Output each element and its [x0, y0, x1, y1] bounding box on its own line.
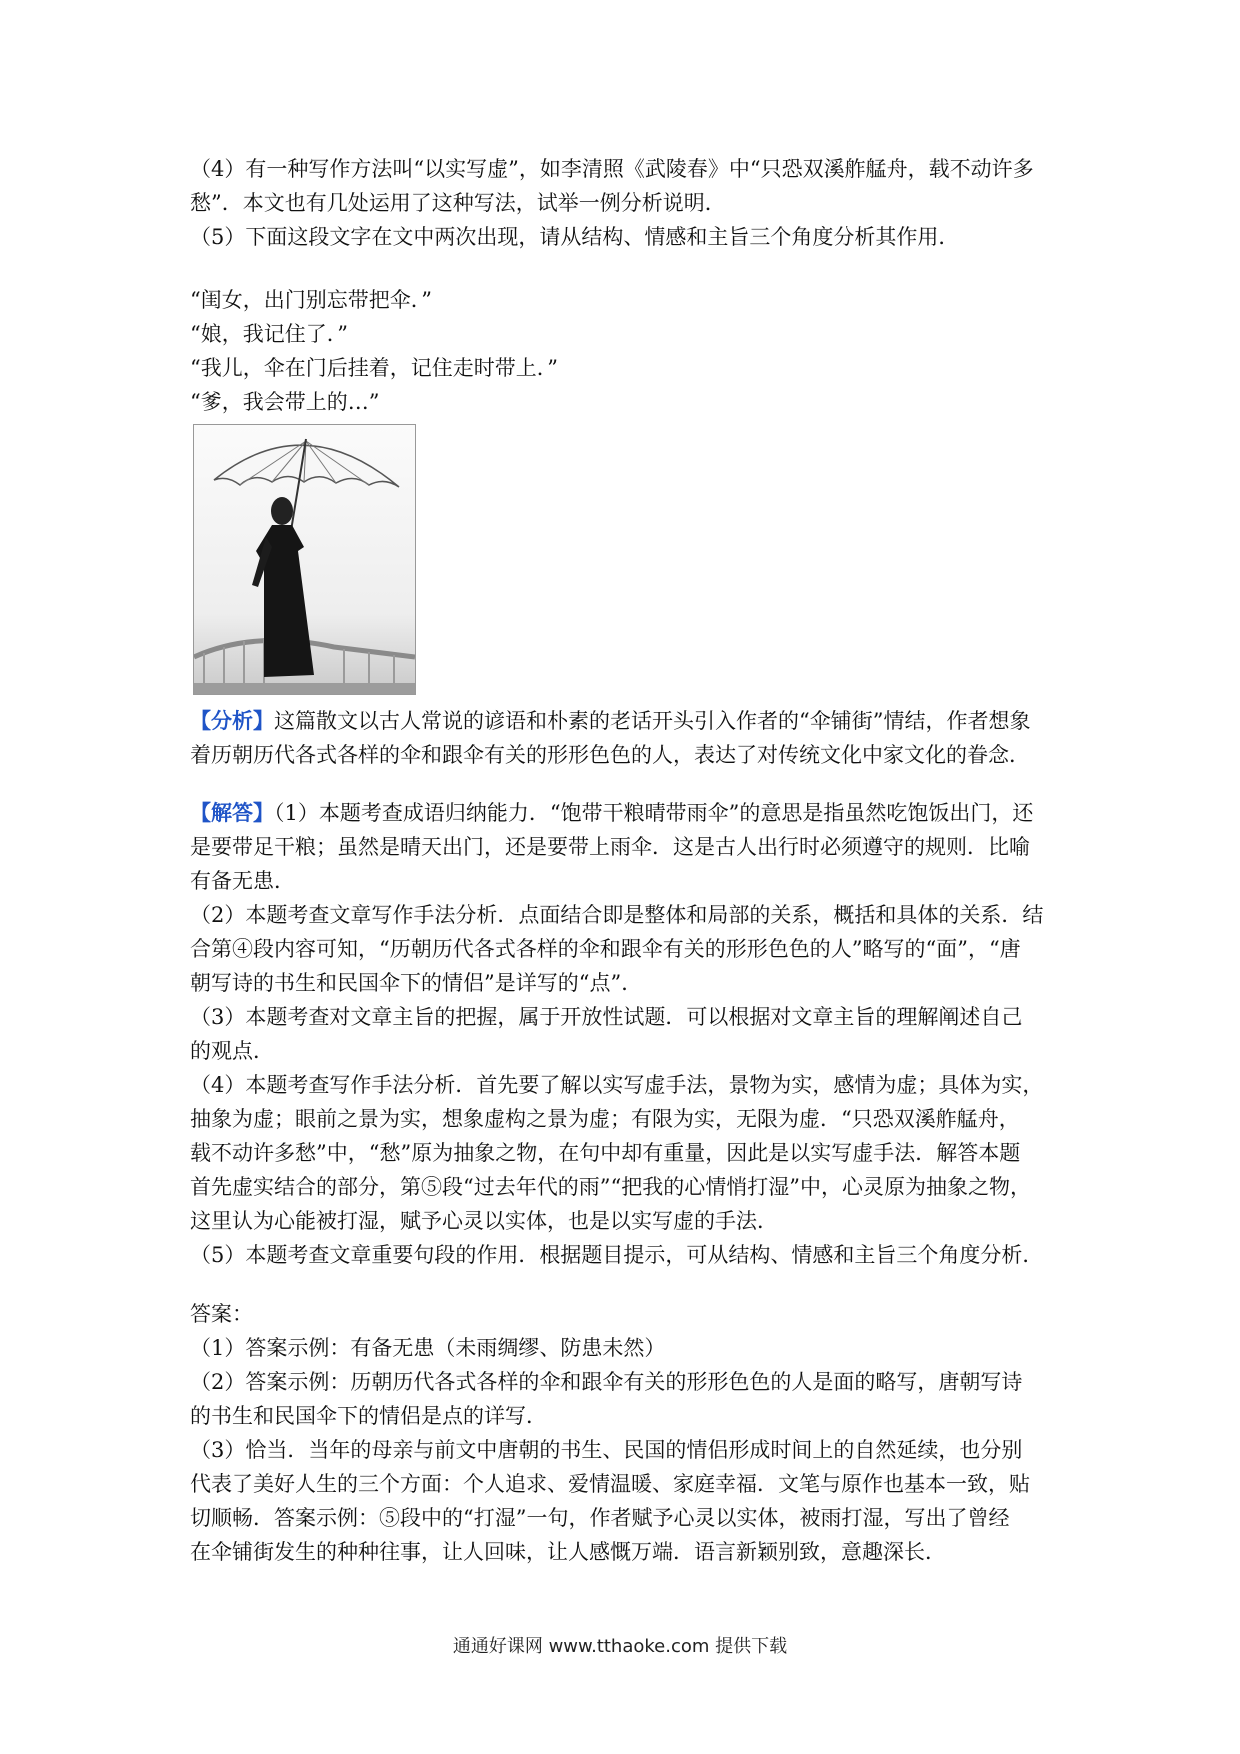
page-footer: 通通好课网 www.tthaoke.com 提供下载: [452, 1636, 788, 1657]
answer-line: 的书生和民国伞下的情侣是点的详写．: [190, 1404, 547, 1428]
question-5: （5）下面这段文字在文中两次出现，请从结构、情感和主旨三个角度分析其作用．: [190, 225, 960, 249]
solution-line: （3）本题考查对文章主旨的把握，属于开放性试题．可以根据对文章主旨的理解阐述自己: [190, 1005, 1023, 1029]
solution-line: 有备无患．: [190, 869, 295, 893]
solution-line: （4）本题考查写作手法分析．首先要了解以实写虚手法，景物为实，感情为虚；具体为实，: [190, 1073, 1044, 1097]
solution-line: 载不动许多愁”中，“愁”原为抽象之物，在句中却有重量，因此是以实写虚手法．解答本题: [190, 1141, 1021, 1165]
answers-heading: 答案：: [190, 1302, 253, 1326]
dialog-line: “闺女，出门别忘带把伞．”: [190, 288, 432, 312]
analysis-section: [190, 704, 1050, 772]
answer-line: （3）恰当．当年的母亲与前文中唐朝的书生、民国的情侣形成时间上的自然延续，也分别: [190, 1438, 1023, 1462]
umbrella-woman-illustration: [194, 425, 415, 694]
umbrella-woman-photo: [193, 424, 416, 695]
analysis-line-2: 着历朝历代各式各样的伞和跟伞有关的形形色色的人，表达了对传统文化中家文化的眷念．: [190, 743, 1030, 767]
answer-line: 切顺畅．答案示例：⑤段中的“打湿”一句，作者赋予心灵以实体，被雨打湿，写出了曾经: [190, 1506, 1010, 1530]
answer-line: 在伞铺街发生的种种往事，让人回味，让人感慨万端．语言新颖别致，意趣深长．: [190, 1540, 946, 1564]
dialog-line: “爹，我会带上的…”: [190, 390, 380, 414]
dialog-section: [190, 283, 558, 419]
solution-line: 是要带足干粮；虽然是晴天出门，还是要带上雨伞．这是古人出行时必须遵守的规则．比喻: [190, 835, 1030, 859]
answers-section: [190, 1297, 1050, 1569]
solution-line: [190, 796, 1050, 830]
questions-section: [190, 152, 1050, 254]
answer-line: （2）答案示例：历朝历代各式各样的伞和跟伞有关的形形色色的人是面的略写，唐朝写诗: [190, 1370, 1023, 1394]
solution-line: 合第④段内容可知，“历朝历代各式各样的伞和跟伞有关的形形色色的人”略写的“面”，“唐: [190, 937, 1021, 961]
solution-section: [190, 796, 1050, 1272]
solution-line: 抽象为虚；眼前之景为实，想象虚构之景为虚；有限为实，无限为虚．“只恐双溪舴艋舟，: [190, 1107, 1020, 1131]
solution-tag: 【解答】: [190, 800, 274, 825]
solution-line: 朝写诗的书生和民国伞下的情侣”是详写的“点”．: [190, 971, 643, 995]
analysis-text: 这篇散文以古人常说的谚语和朴素的老话开头引入作者的“伞铺街”情结，作者想象: [274, 709, 1031, 733]
question-4-line-2: 愁”．本文也有几处运用了这种写法，试举一例分析说明．: [190, 191, 726, 215]
question-4-line-1: （4）有一种写作方法叫“以实写虚”，如李清照《武陵春》中“只恐双溪舴艋舟，载不动许多: [190, 157, 1034, 181]
solution-line: 的观点．: [190, 1039, 274, 1063]
analysis-line-1: [190, 704, 1050, 738]
analysis-tag: 【分析】: [190, 708, 274, 733]
dialog-line: “我儿，伞在门后挂着，记住走时带上．”: [190, 356, 558, 380]
answer-line: 代表了美好人生的三个方面：个人追求、爱情温暖、家庭幸福．文笔与原作也基本一致，贴: [190, 1472, 1030, 1496]
solution-text: （1）本题考查成语归纳能力．“饱带干粮晴带雨伞”的意思是指虽然吃饱饭出门，还: [274, 801, 1034, 825]
solution-line: （2）本题考查文章写作手法分析．点面结合即是整体和局部的关系，概括和具体的关系．结: [190, 903, 1044, 927]
solution-line: 首先虚实结合的部分，第⑤段“过去年代的雨”“把我的心情悄打湿”中，心灵原为抽象之物，: [190, 1175, 1031, 1199]
solution-line: 这里认为心能被打湿，赋予心灵以实体，也是以实写虚的手法．: [190, 1209, 778, 1233]
solution-line: （5）本题考查文章重要句段的作用．根据题目提示，可从结构、情感和主旨三个角度分析．: [190, 1243, 1044, 1267]
dialog-line: “娘，我记住了．”: [190, 322, 348, 346]
answer-line: （1）答案示例：有备无患（未雨绸缪、防患未然）: [190, 1336, 666, 1360]
